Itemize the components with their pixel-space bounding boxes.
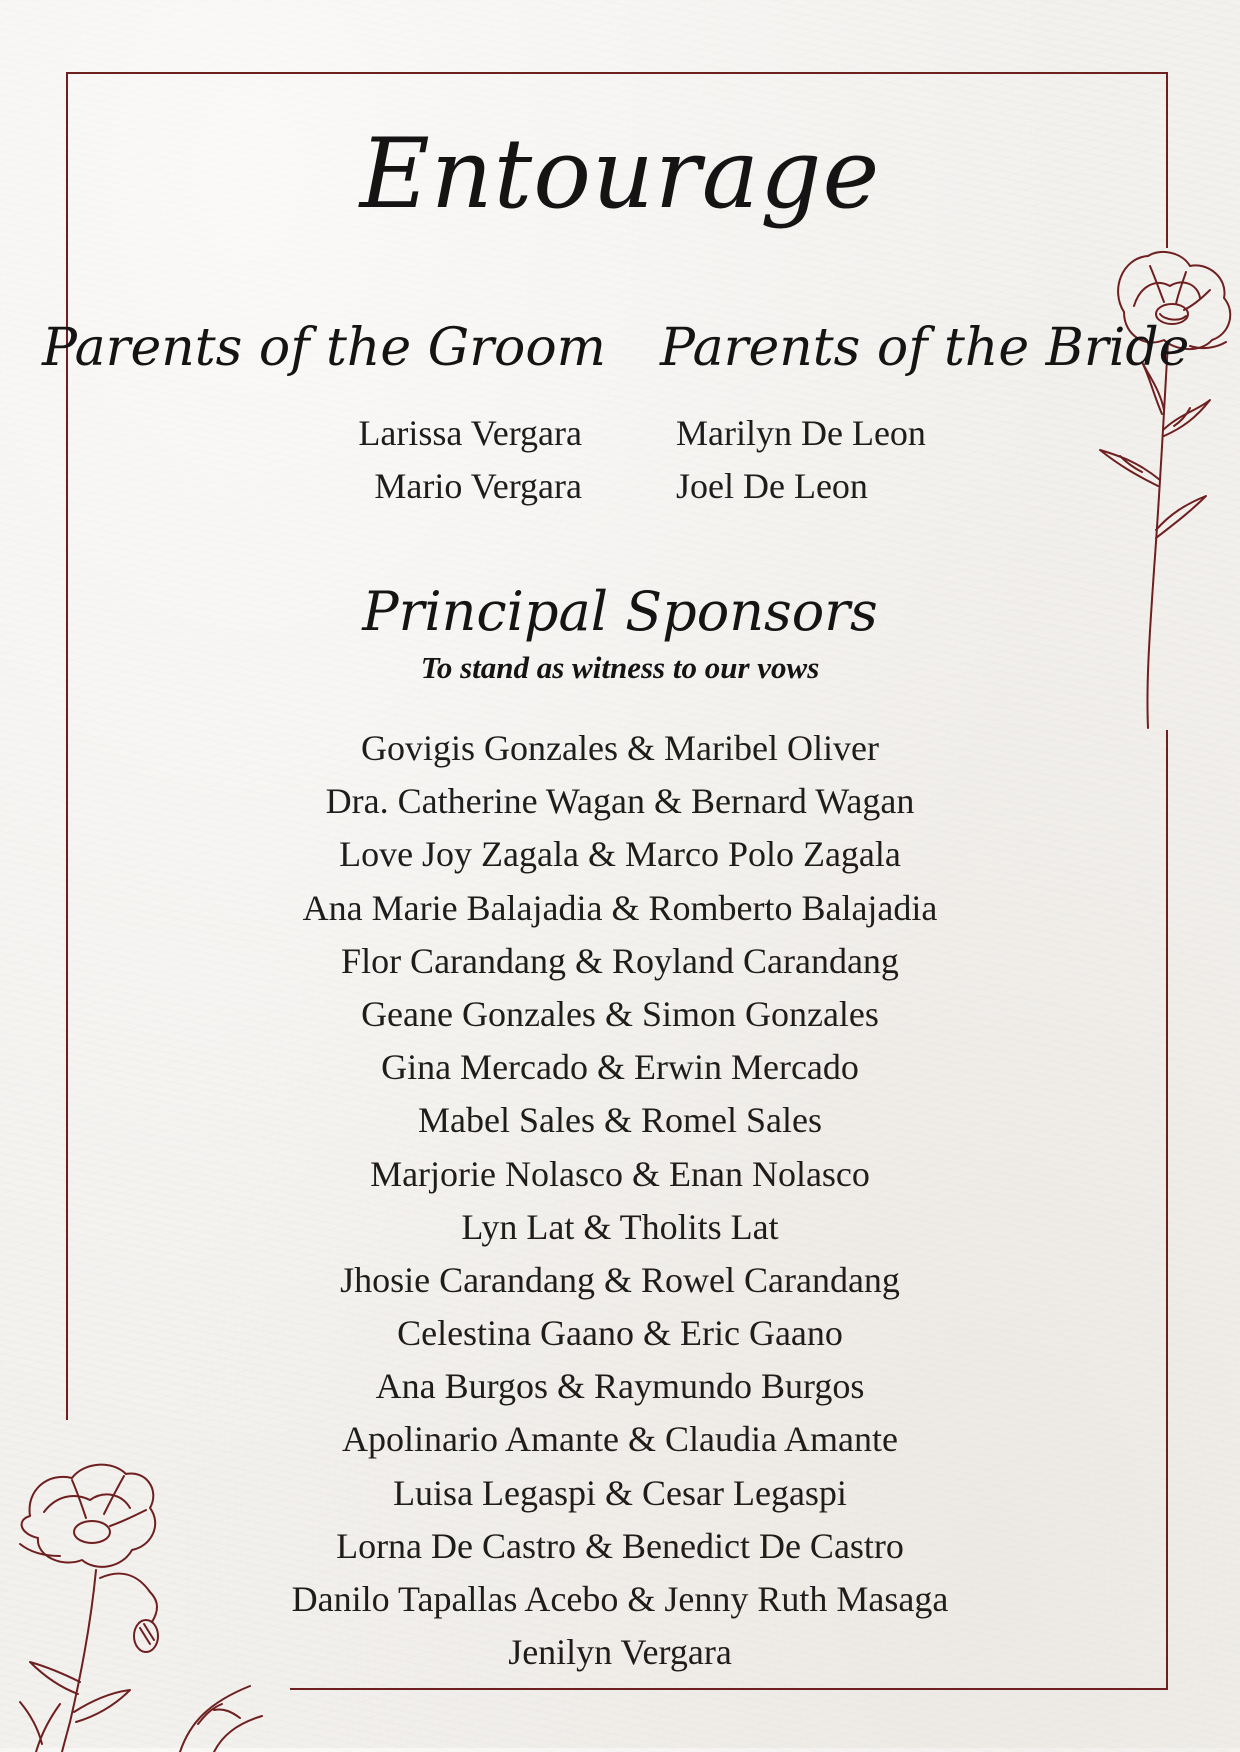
groom-parent-name: Larissa Vergara — [358, 413, 582, 453]
list-item: Luisa Legaspi & Cesar Legaspi — [393, 1472, 847, 1513]
bride-parent-name: Marilyn De Leon — [676, 413, 926, 453]
parents-of-groom-heading: Parents of the Groom — [42, 318, 606, 378]
principal-sponsors-heading: Principal Sponsors — [362, 580, 878, 643]
frame-bottom-border — [290, 1688, 1168, 1690]
list-item: Govigis Gonzales & Maribel Oliver — [361, 728, 879, 768]
list-item: Ana Burgos & Raymundo Burgos — [375, 1366, 865, 1407]
list-item: Jenilyn Vergara — [508, 1632, 732, 1673]
principal-sponsors-subheading: To stand as witness to our vows — [420, 650, 820, 685]
list-item: Jhosie Carandang & Rowel Carandang — [340, 1259, 900, 1300]
list-item: Ana Marie Balajadia & Romberto Balajadia — [302, 887, 938, 928]
list-item: Flor Carandang & Royland Carandang — [341, 940, 899, 981]
list-item: Lorna De Castro & Benedict De Castro — [336, 1525, 904, 1566]
list-item: Gina Mercado & Erwin Mercado — [381, 1047, 859, 1088]
list-item: Marjorie Nolasco & Enan Nolasco — [370, 1153, 870, 1194]
list-item: Mabel Sales & Romel Sales — [418, 1100, 822, 1141]
frame-top-border — [66, 72, 1168, 74]
list-item: Lyn Lat & Tholits Lat — [461, 1206, 779, 1247]
list-item: Geane Gonzales & Simon Gonzales — [361, 993, 879, 1034]
list-item: Apolinario Amante & Claudia Amante — [342, 1419, 898, 1460]
bride-parent-name: Joel De Leon — [676, 466, 868, 506]
parents-of-bride-heading: Parents of the Bride — [660, 318, 1190, 378]
list-item: Love Joy Zagala & Marco Polo Zagala — [339, 834, 901, 875]
groom-parent-name: Mario Vergara — [374, 466, 582, 506]
list-item: Dra. Catherine Wagan & Bernard Wagan — [325, 781, 915, 822]
page-title: Entourage — [359, 118, 881, 230]
list-item: Celestina Gaano & Eric Gaano — [397, 1313, 843, 1354]
sponsor-list — [0, 722, 1240, 1679]
list-item: Danilo Tapallas Acebo & Jenny Ruth Masaga — [291, 1579, 949, 1619]
